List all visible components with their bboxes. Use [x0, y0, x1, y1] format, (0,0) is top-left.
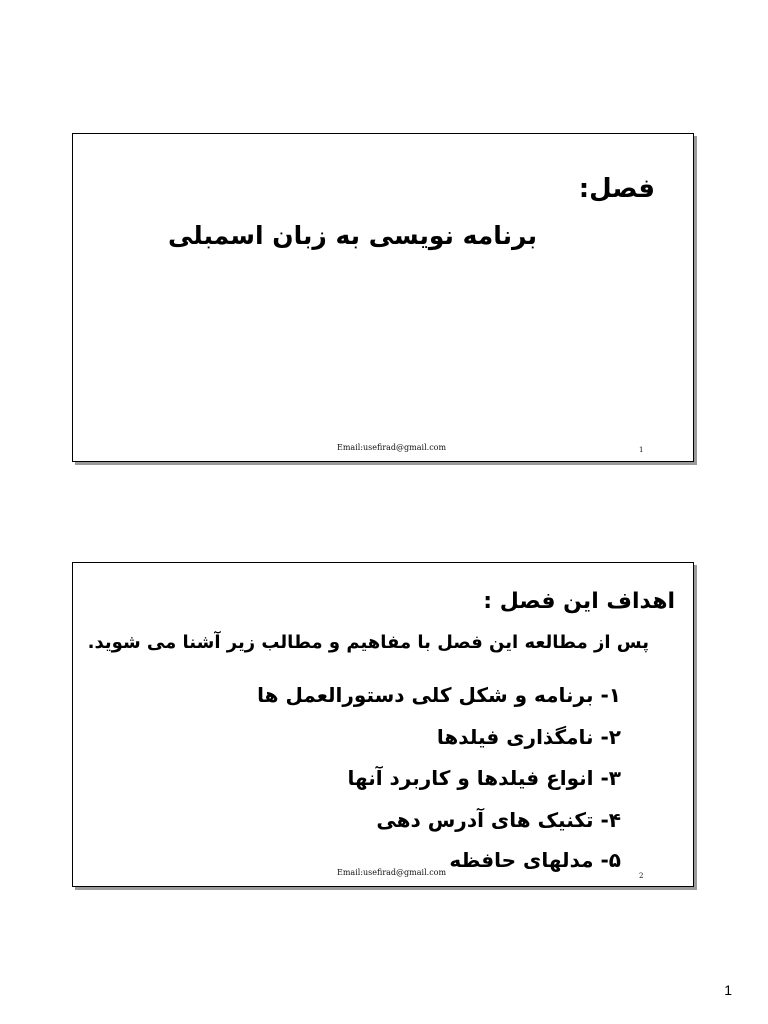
objective-item-4: ۴- تکنیک های آدرس دهی	[376, 808, 621, 832]
slide-2-email: Email:usefirad@gmail.com	[337, 868, 447, 877]
slide-1-number: 1	[639, 446, 644, 454]
slide-1-email: Email:usefirad@gmail.com	[337, 443, 447, 452]
slide-2-intro: پس از مطالعه این فصل با مفاهیم و مطالب زیر آشنا می شوید.	[87, 632, 649, 653]
objective-item-3: ۳- انواع فیلدها و کاربرد آنها	[347, 766, 621, 790]
slide-2-number: 2	[639, 872, 644, 880]
objective-item-2: ۲- نامگذاری فیلدها	[436, 725, 621, 749]
slide-2-heading: اهداف این فصل :	[483, 589, 675, 614]
slide-2	[72, 562, 694, 887]
objective-item-5: ۵- مدلهای حافظه	[449, 848, 621, 872]
page-number: 1	[724, 982, 732, 998]
slide-1-title: برنامه نویسی به زبان اسمبلی	[167, 221, 537, 250]
slide-1-heading: فصل:	[578, 174, 655, 204]
slide-1	[72, 133, 694, 462]
objective-item-1: ۱- برنامه و شکل کلی دستورالعمل ها	[257, 683, 621, 707]
